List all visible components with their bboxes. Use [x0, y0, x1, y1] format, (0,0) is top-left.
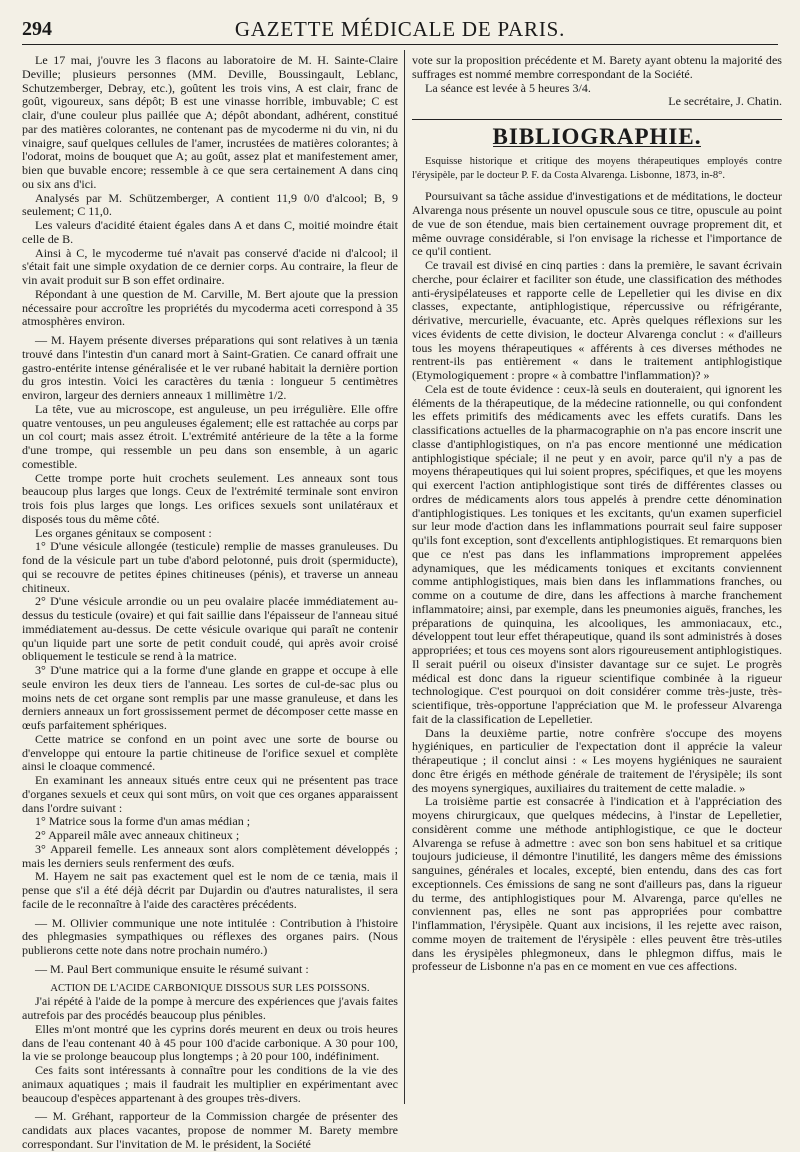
paragraph: Analysés par M. Schützemberger, A contient 11,9 0/0 d'alcool; B, 9 seulement; C 11,0. — [22, 190, 398, 219]
paragraph: M. Hayem ne sait pas exactement quel est le nom de ce tænia, mais il pense que s'il a été déjà décrit par Dujardin ou d'autres naturalistes, il sera facile de le reconnaître à l'aide des caractères précédents. — [22, 869, 398, 911]
paragraph: Le 17 mai, j'ouvre les 3 flacons au laboratoire de M. H. Sainte-Claire Deville; plusieurs personnes (MM. Deville, Boussingault, Leblanc, Schutzemberger, Debray, etc.), goûtent les trois vins, A est clair, franc de goût, vigoureux, sans dépôt; B est une vinasse horrible, imbuvable; C est clair, d'une couleur plus paillée que A; dépôt abondant, adhérent, constitué par des matières colorantes, ne contenant pas de mycoderme ni du vin, ni du vinaigre, sauf quelques cellules de l'amer, incrustées de matières colorantes; à l'odorat, moins de bouquet que A; au goût, assez plat et manifestement amer, bien que buvable encore; ressemble à ce que sera certainement A dans cinq ou six ans d'ici. — [22, 53, 398, 191]
paragraph: Cette trompe porte huit crochets seulement. Les anneaux sont tous beaucoup plus larges que longs. Ceux de l'extrémité terminale sont environ trois fois plus larges que longs. Les orifices sexuels sont unilatéraux et disposés tous du même côté. — [22, 470, 398, 526]
paragraph: Ainsi à C, le mycoderme tué n'avait pas conservé d'acide ni d'alcool; il s'était fait une simple oxydation de ce dernier corps. Au contraire, la fleur de vin avait produit sur B son effet ordinaire. — [22, 245, 398, 287]
page-number: 294 — [22, 18, 52, 40]
right-column — [412, 54, 782, 1104]
bibliographic-reference: Esquisse historique et critique des moyens thérapeutiques employés contre l'érysipèle, par le docteur P. F. da Costa Alvarenga. Lisbonne, 1873, in-8°. — [412, 155, 782, 181]
paragraph: 2° D'une vésicule arrondie ou un peu ovalaire placée immédiatement au-dessus du testicule (ovaire) et qui fait saillie dans l'épaisseur de l'anneau situé immédiatement au-dessus. De cette vésicule ovarique qui paraît ne contenir qu'un liquide part une sorte de petit conduit coudé, qui après avoir croisé obliquement le testicule se rend à la matrice. — [22, 594, 398, 664]
paragraph: Ces faits sont intéressants à connaître pour les conditions de la vie des animaux aquatiques ; mais il faudrait les multiplier en expérimentant avec beaucoup d'espèces appartenant à des groupes très-divers. — [22, 1063, 398, 1105]
paragraph: 1° D'une vésicule allongée (testicule) remplie de masses granuleuses. Du fond de la vésicule part un tube d'abord pelotonné, puis droit (spermiducte), qui se recouvre de petites épines chitineuses (pénis), et traverse un anneau chitineux. — [22, 539, 398, 595]
paragraph: Les organes génitaux se composent : — [35, 525, 212, 540]
paragraph: Cela est de toute évidence : ceux-là seuls en douteraient, qui ignorent les éléments de la thérapeutique, de la médecine rationnelle, ou qui confondent les effets primitifs des médicaments avec les effets curatifs. Dans les classifications actuelles de la pharmacographie on n'a pas encore inscrit une classe d'antiphlogistiques, on n'a pas encore mentionné une médication antiphlogistique spéciale; il ne peut y en avoir, parce qu'il n'y a pas de moyens thérapeutiques qui lui soient propres, spécifiques, et que les moyens qui exercent l'action antiphlogistique sont tirés de différentes classes ou ordres de médicaments alors tous appelés à prendre cette dénomination d'antiphlogistiques. Les toniques et les excitants, qu'un examen superficiel sur leur mode d'action dans les inflammations pourrait seul faire supposer qu'ils font exception, sont d'excellents antiphlogistiques. Et remarquons bien que ce n'est pas dans les inflammations improprement appelées adynamiques, que les médicaments toniques et excitants conviennent comme antiphlogistiques, mais bien dans les inflammations franches, ou comme on a coutume de dire, dans les affections à marche franchement inflammatoire; ainsi, par exemple, dans les pneumonies aiguës, franches, les préparations de quinquina, les alcooliques, les ammoniacaux, etc., développent tout leur effet thérapeutique, quand ils sont administrés à doses appropriées; et tous ces moyens sont alors rigoureusement antiphlogistiques. Il serait puéril ou oiseux d'insister davantage sur ce sujet. Le progrès médical est donc dans la rigueur scientifique combinée à la rigueur technologique. C'est pourquoi on doit considérer comme très-juste, très-scientifique, très-opportune l'appréciation que M. le professeur Alvarenga fait de la classification de Lepelletier. — [412, 381, 782, 726]
paragraph: 1° Matrice sous la forme d'un amas médian ; — [35, 814, 251, 829]
paragraph: 2° Appareil mâle avec anneaux chitineux ; — [35, 828, 240, 842]
bibliography-title: BIBLIOGRAPHIE. — [492, 124, 702, 149]
paragraph: — M. Gréhant, rapporteur de la Commission chargée de présenter des candidats aux places vacantes, propose de nommer M. Barety membre correspondant. Sur l'invitation de M. le président, la Société — [22, 1109, 398, 1151]
paragraph: — M. Paul Bert communique ensuite le résumé suivant : — [35, 961, 309, 976]
page-header — [22, 14, 778, 45]
paragraph: Cette matrice se confond en un point avec une sorte de bourse ou d'enveloppe qui entoure la partie chitineuse de l'orifice sexuel et complète ainsi le cloaque commencé. — [22, 731, 398, 774]
section-heading — [412, 119, 782, 147]
paragraph: La troisième partie est consacrée à l'indication et à l'appréciation des moyens chirurgicaux, que quelques médecins, à l'instar de Lepelletier, considèrent comme une méthode antiphlogistique, ce que le docteur Alvarenga se refuse à admettre : avec son bon sens habituel et sa critique toujours judicieuse, il démontre l'inutilité, les dangers même des émissions sanguines, générales et locales, excepté, bien entendu, dans des cas fort exceptionnels. Ces émissions de sang ne sont d'ailleurs pas, dans la rigueur du terme, des antiphlogistiques pour M. Alvarenga, parce qu'elles ne conviennent pas, elles ne sont pas appropriées pour combattre l'inflammation, l'érysipèle. Quant aux incisions, il les rejette avec raison, comme moyen de traitement de l'érysipèle : elles peuvent être très-utiles dans les érysipèles phlegmoneux, dans le phlegmon diffus, mais le professeur de Lisbonne n'a pas en ce moment en vue ces affections. — [412, 794, 782, 974]
paragraph: Elles m'ont montré que les cyprins dorés meurent en deux ou trois heures dans de l'eau contenant 40 à 45 pour 100 d'acide carbonique. A 30 pour 100, la vie se prolonge beaucoup plus longtemps ; à 20 pour 100, indéfiniment. — [22, 1021, 398, 1064]
paragraph: En examinant les anneaux situés entre ceux qui ne présentent pas trace d'organes sexuels et ceux qui sont mûrs, on voit que ces organes apparaissent dans l'ordre suivant : — [22, 773, 398, 815]
journal-title: GAZETTE MÉDICALE DE PARIS. — [234, 17, 566, 41]
paragraph: Dans la deuxième partie, notre confrère s'occupe des moyens hygiéniques, en particulier de l'expectation dont il apprécie la valeur thérapeutique ; il conclut ainsi : « Les moyens hygiéniques ne sauraient donc être érigés en méthode générale de traitement de l'érysipèle; ils sont des moyens synergiques, auxiliaires du traitement de cette maladie. » — [412, 725, 782, 795]
column-divider — [404, 50, 405, 1104]
paragraph: 3° Appareil femelle. Les anneaux sont alors complètement développés ; mais les derniers seuls renferment des œufs. — [22, 841, 398, 870]
paragraph: Poursuivant sa tâche assidue d'investigations et de méditations, le docteur Alvarenga nous présente un nouvel opuscule sous ce titre, opuscule au point de vue de son étendue, mais bien certainement ouvrage proprement dit, et même ouvrage considérable, si l'on envisage la richesse et l'importance de ce qu'il contient. — [412, 189, 782, 259]
paragraph: J'ai répété à l'aide de la pompe à mercure des expériences que j'avais faites autrefois par des procédés beaucoup plus pénibles. — [22, 994, 398, 1022]
paragraph: La séance est levée à 5 heures 3/4. — [425, 80, 591, 95]
paragraph: La tête, vue au microscope, est anguleuse, un peu irrégulière. Elle offre quatre ventouses, un peu anguleuses également; elle est rattachée au corps par un col court; mais assez étroit. L'extrémité antérieure de la tête a la forme d'une trompe, qui ressemble un peu dans son ensemble, à un agaric comestible. — [22, 401, 398, 471]
paragraph: — M. Hayem présente diverses préparations qui sont relatives à un tænia trouvé dans l'intestin d'un canard mort à Saint-Gratien. Ce canard offrait une gastro-entérite intense généralisée et le ver rubané habitait la dernière portion du gros intestin. Voici les caractères du tænia : longueur 5 centimètres environ, largeur des derniers anneaux 1 millimètre 1/2. — [22, 333, 398, 402]
paragraph: Les valeurs d'acidité étaient égales dans A et dans C, moitié moindre était celle de B. — [22, 218, 398, 246]
signature: Le secrétaire, J. Chatin. — [668, 94, 782, 109]
paragraph: 3° D'une matrice qui a la forme d'une glande en grappe et occupe à elle seule environ les deux tiers de l'anneau. Les sortes de cul-de-sac plus ou moins nets de cet organe sont remplis par une masse granuleuse, et dans les derniers anneaux un fort grossissement permet de décomposer cette masse en œufs parfaitement sphériques. — [22, 663, 398, 732]
paragraph: Répondant à une question de M. Carville, M. Bert ajoute que la pression nécessaire pour accroître les propriétés du mycoderma aceti correspond à 35 atmosphères environ. — [22, 286, 398, 329]
paragraph: vote sur la proposition précédente et M. Barety ayant obtenu la majorité des suffrages est nommé membre correspondant de la Société. — [412, 53, 782, 81]
paragraph: Ce travail est divisé en cinq parties : dans la première, le savant écrivain cherche, pour éclairer et faciliter son étude, une classification des méthodes anti-érysipélateuses et rapporte celle de Lepelletier qui les divise en dix classes, expectante, antiphlogistique, répercussive ou réfrigérante, dérivative, mercurielle, évacuante, etc. Après quelques réflexions sur les vices évidents de cette division, le docteur Alvarenga conclut : « d'ailleurs tous les moyens thérapeutiques « afférents à ces diverses méthodes ne rentrent-ils pas entièrement « dans le traitement antiphlogistique (Etymologiquement : propre « à combattre l'inflammation)? » — [412, 258, 782, 382]
left-column — [22, 53, 398, 1151]
section-subheading: ACTION DE L'ACIDE CARBONIQUE DISSOUS SUR LES POISSONS. — [50, 982, 370, 994]
paragraph: — M. Ollivier communique une note intitulée : Contribution à l'histoire des phlegmasies sympathiques ou réflexes des organes pairs. (Nous publierons cette note dans notre prochain numéro.) — [22, 915, 398, 957]
